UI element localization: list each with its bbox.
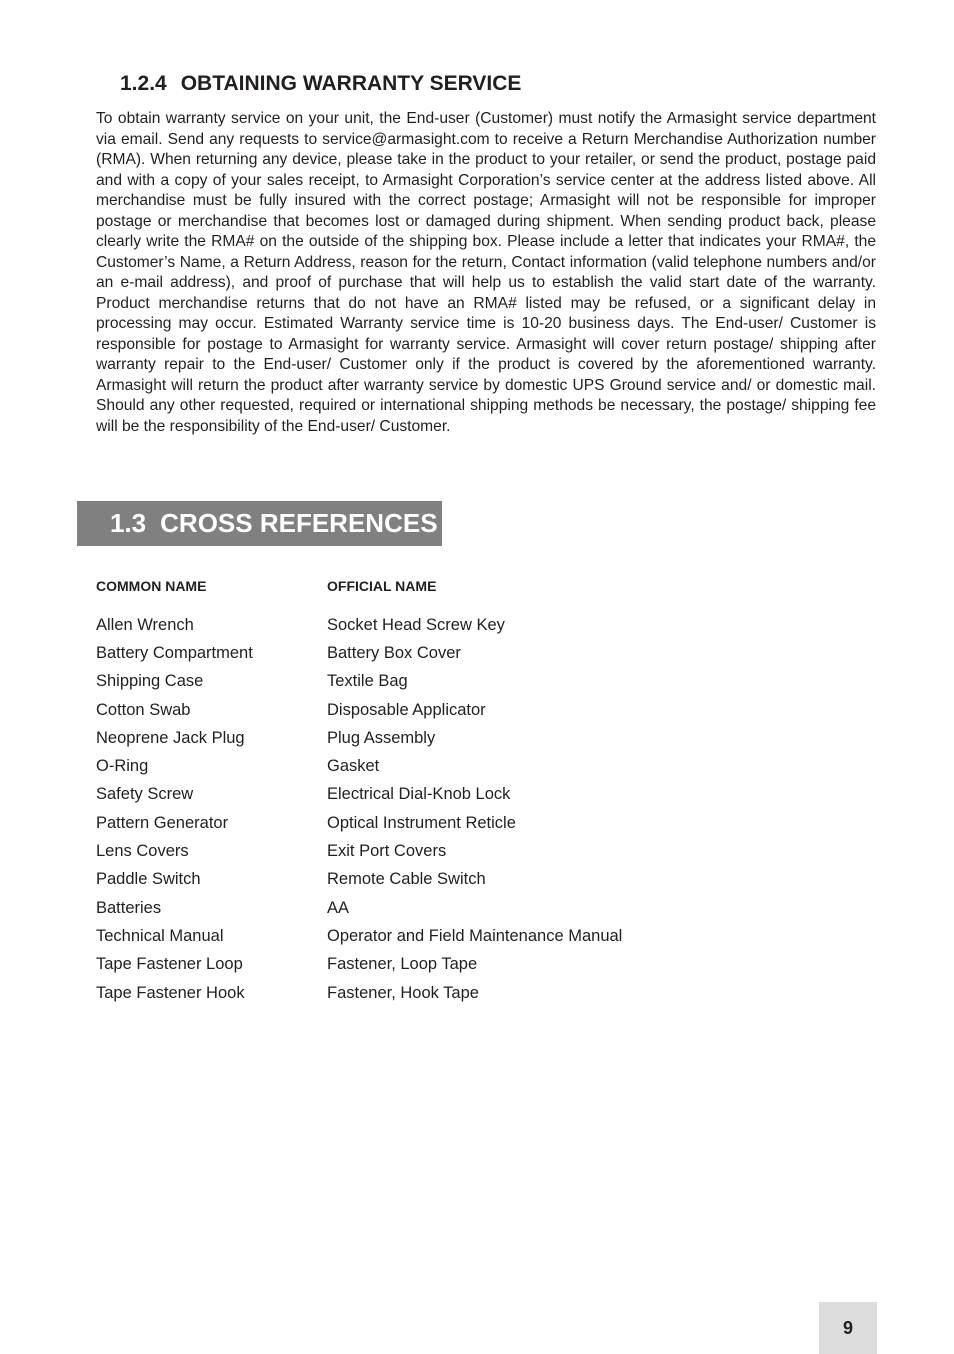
official-name-cell: Socket Head Screw Key [327, 615, 505, 634]
common-name-cell: Lens Covers [96, 842, 189, 861]
cross-references-heading [110, 508, 438, 539]
official-name-cell: Disposable Applicator [327, 700, 486, 719]
warranty-paragraph: To obtain warranty service on your unit, the End-user (Customer) must notify the Armasight service department via email. Send any requests to service@armasight.com to receive a Return Merchandise Authorization number (RMA). When returning any device, please take in the product to your retailer, or send the product, postage paid and with a copy of your sales receipt, to Armasight Corporation’s service center at the address listed above. All merchandise must be fully insured with the correct postage; Armasight will not be responsible for improper postage or merchandise that becomes lost or damaged during shipment. When sending product back, please clearly write the RMA# on the outside of the shipping box. Please include a letter that indicates your RMA#, the Customer’s Name, a Return Address, reason for the return, Contact information (valid telephone numbers and/or an e-mail address), and proof of purchase that will help us to establish the valid start date of the warranty. Product merchandise returns that do not have an RMA# listed may be refused, or a significant delay in processing may occur. Estimated Warranty service time is 10-20 business days. The End-user/ Customer is responsible for postage to Armasight for warranty service. Armasight will cover return postage/ shipping after warranty repair to the End-user/ Customer only if the product is covered by the aforementioned warranty. Armasight will return the product after warranty service by domestic UPS Ground service and/ or domestic mail. Should any other requested, required or international shipping methods be necessary, the postage/ shipping fee will be the responsibility of the End-user/ Customer. [96, 110, 876, 435]
common-name-cell: Tape Fastener Hook [96, 983, 245, 1002]
official-name-cell: Textile Bag [327, 672, 408, 691]
table-row [96, 668, 622, 696]
official-name-cell: Fastener, Hook Tape [327, 983, 479, 1002]
table-row [96, 837, 622, 865]
common-name-cell: Shipping Case [96, 672, 204, 691]
official-name-cell: AA [327, 898, 350, 917]
common-name-cell: Neoprene Jack Plug [96, 728, 245, 747]
section-heading-warranty [120, 72, 521, 96]
column-header-common-name: COMMON NAME [96, 578, 207, 594]
cross-references-banner [77, 501, 442, 546]
common-name-cell: O-Ring [96, 757, 149, 776]
section-number: 1.2.4 [120, 72, 167, 95]
common-name-cell: Technical Manual [96, 926, 224, 945]
official-name-cell: Fastener, Loop Tape [327, 955, 478, 974]
table-row [96, 951, 622, 979]
common-name-cell: Batteries [96, 898, 162, 917]
official-name-cell: Operator and Field Maintenance Manual [327, 926, 623, 945]
common-name-cell: Pattern Generator [96, 813, 229, 832]
official-name-cell: Gasket [327, 757, 380, 776]
table-row [96, 752, 622, 780]
table-row [96, 866, 622, 894]
common-name-cell: Cotton Swab [96, 700, 191, 719]
table-row [96, 894, 622, 922]
section-title: OBTAINING WARRANTY SERVICE [180, 72, 522, 95]
cross-references-table [96, 578, 622, 1007]
official-name-cell: Optical Instrument Reticle [327, 813, 516, 832]
table-row [96, 639, 622, 667]
common-name-cell: Allen Wrench [96, 615, 194, 634]
table-row [96, 809, 622, 837]
table-row [96, 781, 622, 809]
page-number: 9 [819, 1302, 877, 1354]
table-row [96, 979, 622, 1007]
table-row [96, 696, 622, 724]
official-name-cell: Plug Assembly [327, 728, 436, 747]
common-name-cell: Paddle Switch [96, 870, 201, 889]
official-name-cell: Electrical Dial-Knob Lock [327, 785, 511, 804]
common-name-cell: Safety Screw [96, 785, 194, 804]
common-name-cell: Tape Fastener Loop [96, 955, 243, 974]
table-body [96, 611, 622, 1007]
column-header-official-name: OFFICIAL NAME [327, 578, 437, 594]
section-title: CROSS REFERENCES [160, 508, 438, 538]
table-row [96, 724, 622, 752]
common-name-cell: Battery Compartment [96, 643, 253, 662]
official-name-cell: Remote Cable Switch [327, 870, 486, 889]
official-name-cell: Battery Box Cover [327, 643, 461, 662]
table-header-row [96, 578, 622, 611]
section-number: 1.3 [110, 508, 147, 538]
table-row [96, 922, 622, 950]
official-name-cell: Exit Port Covers [327, 842, 447, 861]
table-row [96, 611, 622, 639]
